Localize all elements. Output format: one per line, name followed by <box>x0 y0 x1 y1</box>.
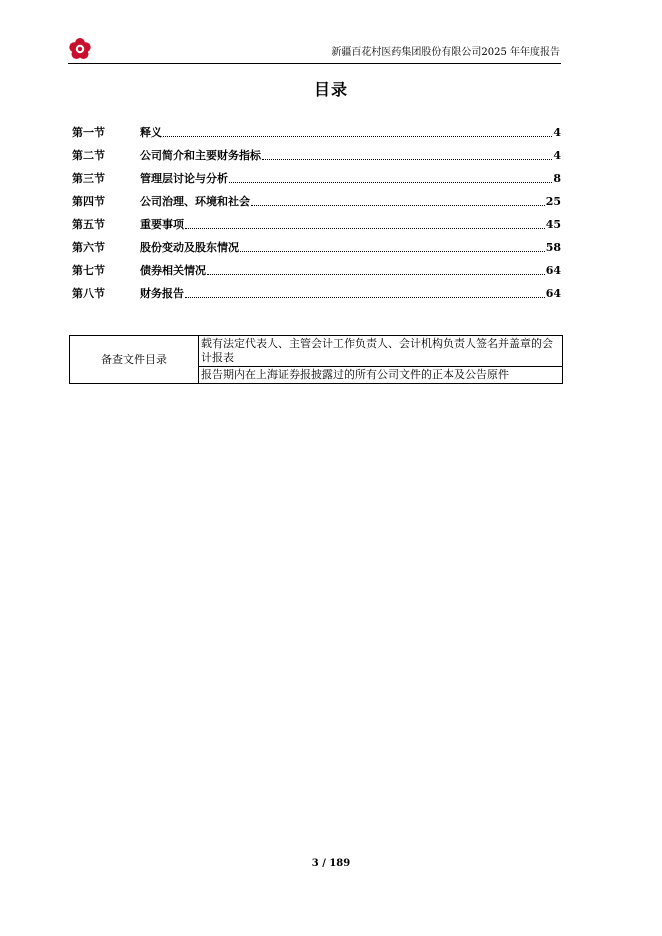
toc-dot-leader <box>185 296 545 298</box>
toc-section-title: 财务报告 <box>140 286 184 300</box>
toc-section-number: 第六节 <box>72 240 105 254</box>
report-header-title: 新疆百花村医药集团股份有限公司2025 年年度报告 <box>331 47 560 58</box>
toc-section-title: 公司治理、环境和社会 <box>140 194 250 208</box>
reference-document-item: 报告期内在上海证券报披露过的所有公司文件的正本及公告原件 <box>199 367 563 384</box>
toc-section-number: 第八节 <box>72 286 105 300</box>
toc-section-number: 第七节 <box>72 263 105 277</box>
toc-entry[interactable] <box>72 213 561 236</box>
toc-page-number: 45 <box>545 217 561 231</box>
toc-dot-leader <box>262 158 552 160</box>
toc-dot-leader <box>185 227 545 229</box>
toc-page-number: 64 <box>545 286 561 300</box>
reference-documents-label: 备查文件目录 <box>70 336 199 384</box>
toc-dot-leader <box>251 204 545 206</box>
header-divider <box>68 63 561 64</box>
toc-entry[interactable] <box>72 121 561 144</box>
toc-section-title: 释义 <box>140 125 162 139</box>
toc-entry[interactable] <box>72 282 561 305</box>
toc-dot-leader <box>229 181 552 183</box>
red-flower-logo-icon <box>68 37 92 61</box>
toc-page-number: 4 <box>553 125 561 139</box>
reference-documents-table <box>69 335 563 384</box>
toc-section-title: 公司简介和主要财务指标 <box>140 148 261 162</box>
toc-dot-leader <box>207 273 545 275</box>
toc-section-number: 第三节 <box>72 171 105 185</box>
toc-entry[interactable] <box>72 144 561 167</box>
toc-section-number: 第一节 <box>72 125 105 139</box>
toc-dot-leader <box>163 135 552 137</box>
toc-entry[interactable] <box>72 190 561 213</box>
page-indicator: 3 / 189 <box>311 858 351 869</box>
toc-page-number: 4 <box>553 148 561 162</box>
reference-document-item: 载有法定代表人、主管会计工作负责人、会计机构负责人签名并盖章的会计报表 <box>199 336 563 367</box>
toc-section-number: 第四节 <box>72 194 105 208</box>
toc-dot-leader <box>240 250 545 252</box>
toc-section-title: 管理层讨论与分析 <box>140 171 228 185</box>
toc-section-title: 债券相关情况 <box>140 263 206 277</box>
table-of-contents <box>72 121 561 305</box>
toc-page-number: 25 <box>545 194 561 208</box>
toc-entry[interactable] <box>72 236 561 259</box>
toc-section-title: 股份变动及股东情况 <box>140 240 239 254</box>
toc-section-number: 第二节 <box>72 148 105 162</box>
toc-page-number: 58 <box>545 240 561 254</box>
toc-title: 目录 <box>313 80 348 99</box>
toc-entry[interactable] <box>72 167 561 190</box>
toc-entry[interactable] <box>72 259 561 282</box>
toc-page-number: 8 <box>553 171 561 185</box>
toc-section-title: 重要事项 <box>140 217 184 231</box>
toc-section-number: 第五节 <box>72 217 105 231</box>
toc-page-number: 64 <box>545 263 561 277</box>
